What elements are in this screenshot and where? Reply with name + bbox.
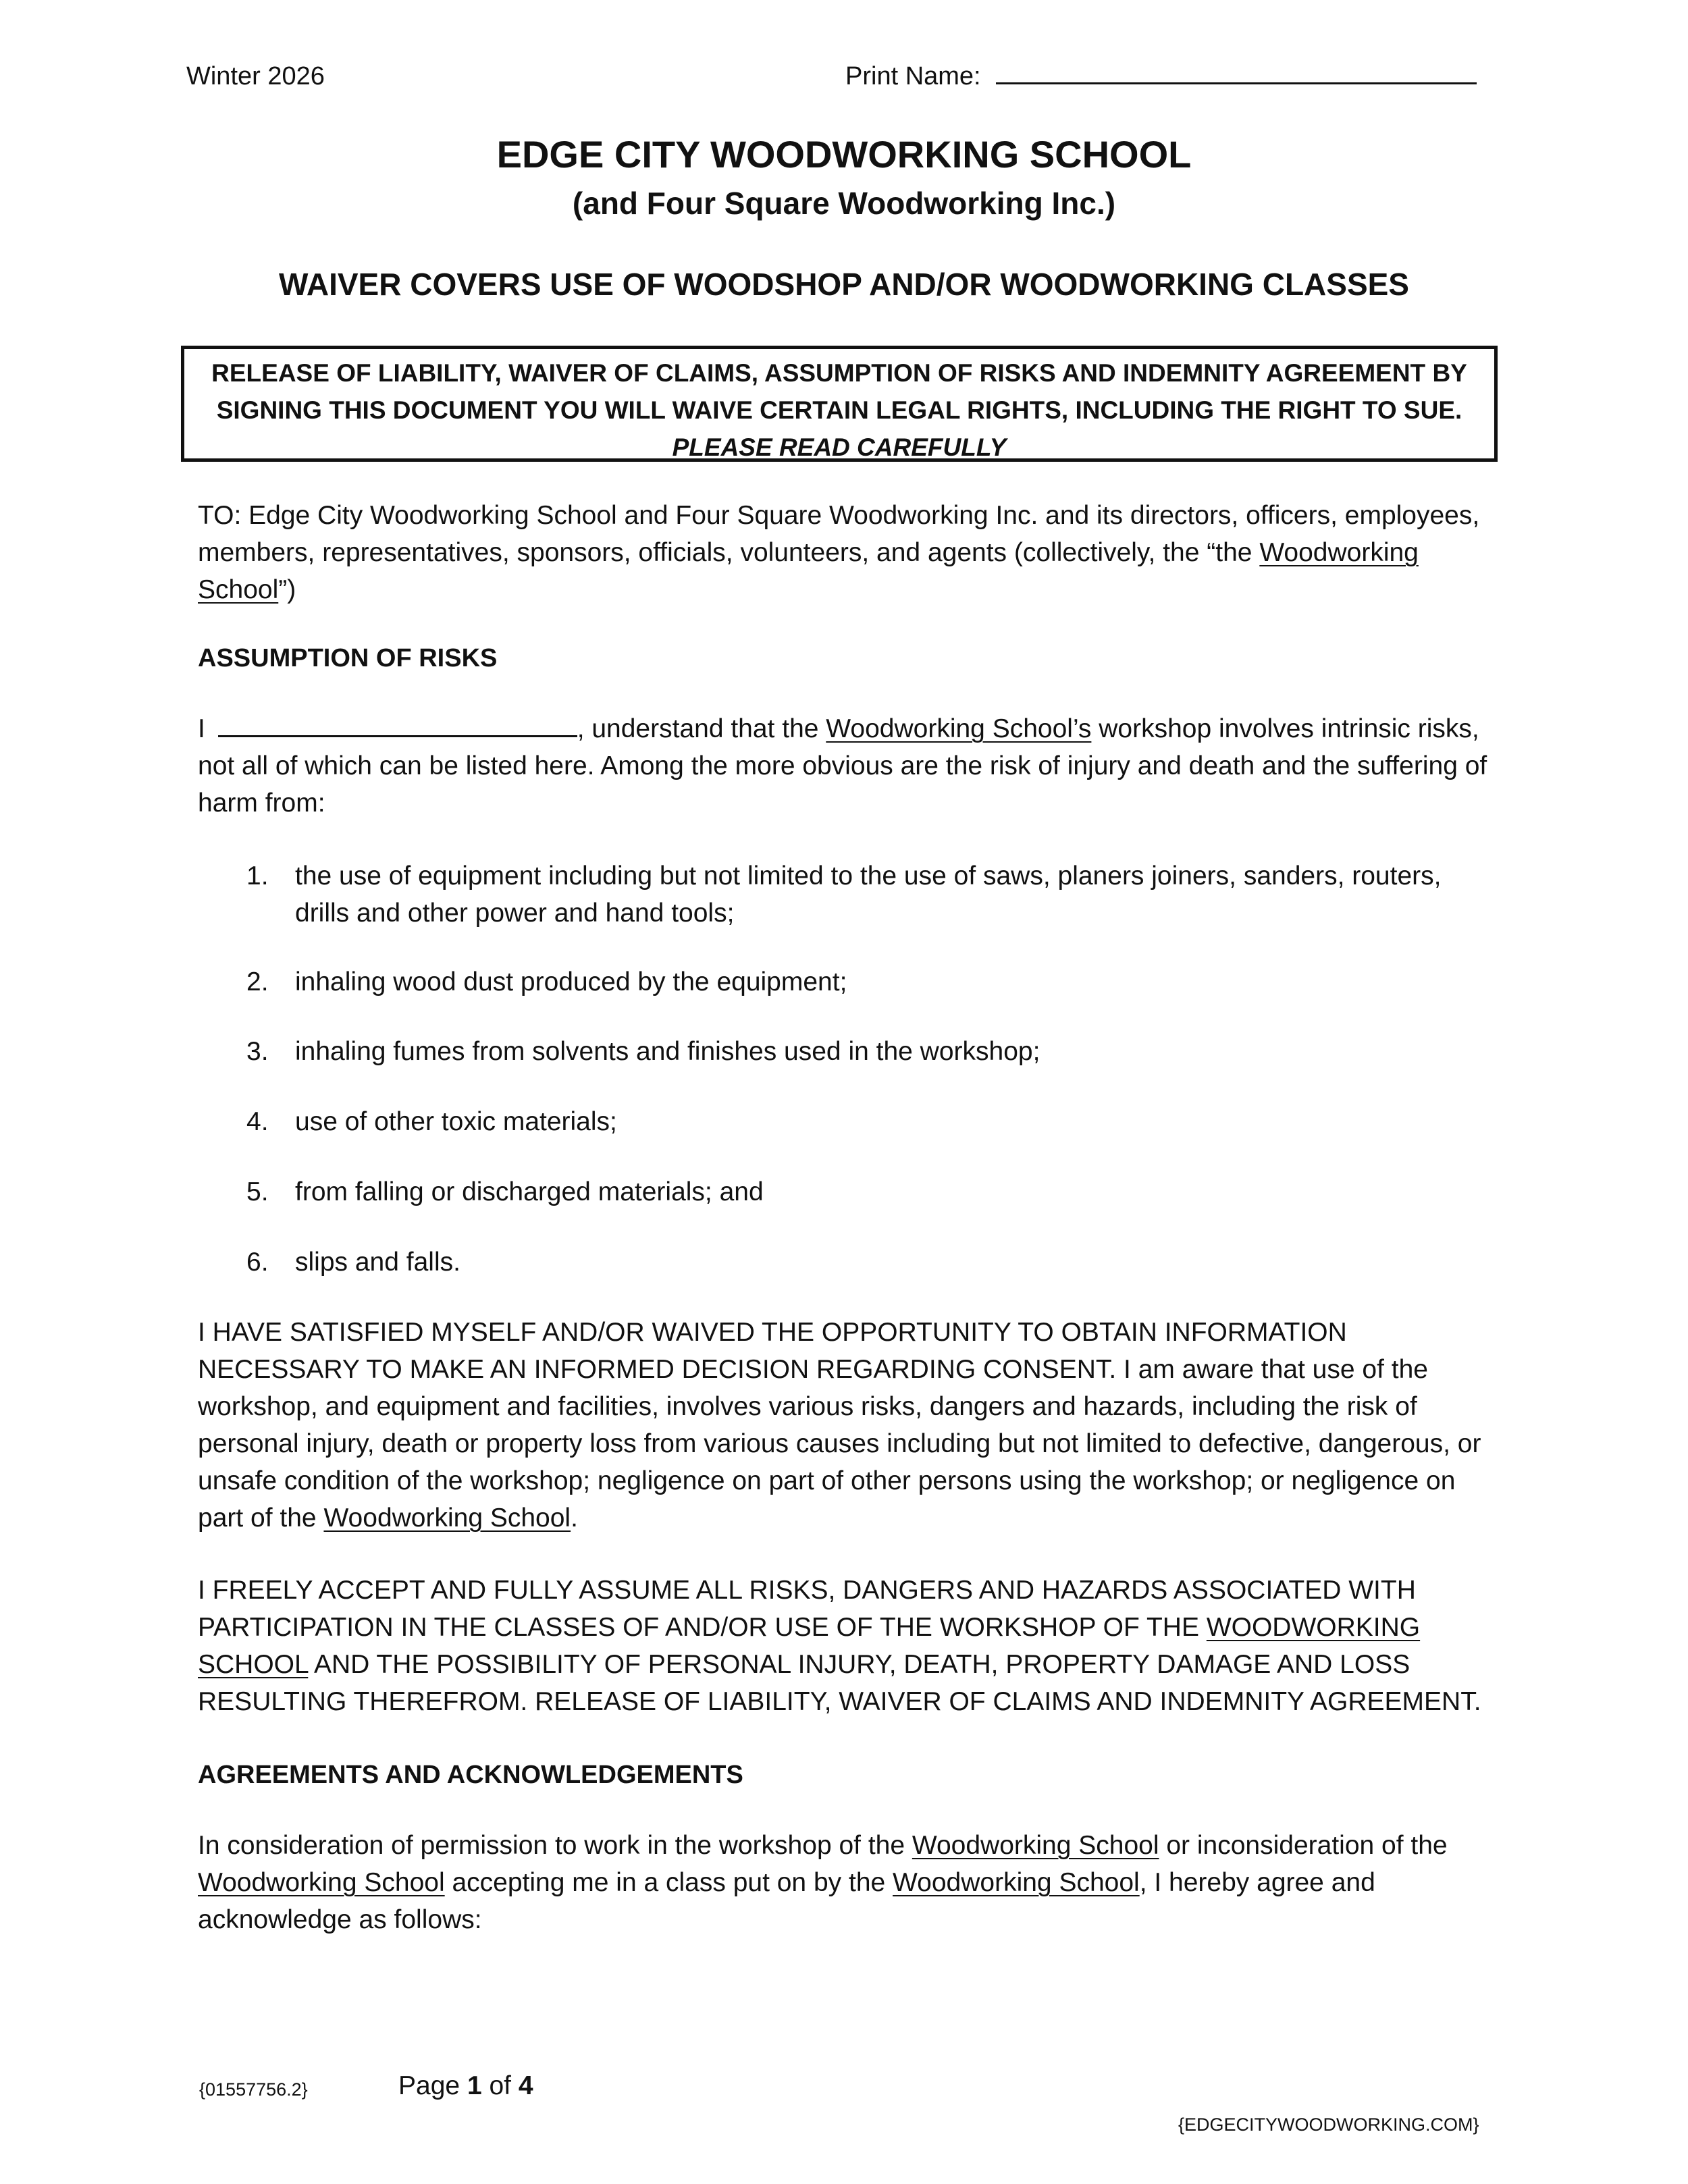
- to-tail: ”): [278, 575, 296, 604]
- intro-a: , understand that the: [577, 714, 826, 743]
- accept-paragraph: I FREELY ACCEPT AND FULLY ASSUME ALL RISKS, DANGERS AND HAZARDS ASSOCIATED WITH PARTICIPATION IN THE CLASSES OF AND/OR USE OF THE WORKSHOP OF THE WOODWORKING SCHOOL AND THE POSSIBILITY OF PERSONAL INJURY, DEATH, PROPERTY DAMAGE AND LOSS RESULTING THEREFROM. RELEASE OF LIABILITY, WAIVER OF CLAIMS AND INDEMNITY AGREEMENT.: [198, 1576, 1481, 1716]
- list-item: 4. use of other toxic materials;: [246, 1107, 617, 1136]
- season-label: Winter 2026: [186, 62, 325, 90]
- list-item: 5. from falling or discharged materials; and: [246, 1177, 764, 1206]
- intro-b: workshop involves intrinsic risks, not all of which can be listed here. Among the more obvious are the risk of injury and death and the suffering of harm from:: [198, 714, 1487, 818]
- participant-name-field[interactable]: [218, 735, 577, 737]
- notice-line-3: PLEASE READ CAREFULLY: [672, 433, 1007, 461]
- company-subtitle: (and Four Square Woodworking Inc.): [572, 186, 1116, 221]
- intro-underlined: Woodworking School’s: [826, 714, 1092, 743]
- notice-line-2: SIGNING THIS DOCUMENT YOU WILL WAIVE CERTAIN LEGAL RIGHTS, INCLUDING THE RIGHT TO SUE.: [216, 396, 1462, 424]
- satisfied-paragraph: I HAVE SATISFIED MYSELF AND/OR WAIVED THE OPPORTUNITY TO OBTAIN INFORMATION NECESSARY TO MAKE AN INFORMED DECISION REGARDING CONSENT. I am aware that use of the workshop, and equipment and facilities, involves various risks, dangers and hazards, including the risk of personal injury, death or property loss from various causes including but not limited to defective, dangerous, or unsafe condition of the workshop; negligence on part of other persons using the workshop; or negligence on part of the Woodworking School.: [198, 1318, 1481, 1533]
- to-underlined: Woodworking School: [198, 538, 1419, 604]
- agreements-heading: AGREEMENTS AND ACKNOWLEDGEMENTS: [198, 1761, 743, 1789]
- intro-i: I: [198, 714, 205, 743]
- website-footer: {EDGECITYWOODWORKING.COM}: [1178, 2114, 1479, 2135]
- print-name-label: Print Name:: [845, 62, 981, 90]
- list-item: 3. inhaling fumes from solvents and finishes used in the workshop;: [246, 1037, 1040, 1066]
- assumption-intro: [198, 710, 1487, 822]
- assumption-heading: ASSUMPTION OF RISKS: [198, 644, 498, 672]
- school-title: EDGE CITY WOODWORKING SCHOOL: [496, 133, 1192, 176]
- page-indicator: Page 1 of 4: [398, 2071, 533, 2100]
- notice-line-1: RELEASE OF LIABILITY, WAIVER OF CLAIMS, ASSUMPTION OF RISKS AND INDEMNITY AGREEMENT BY: [211, 359, 1467, 387]
- print-name-field[interactable]: [996, 82, 1477, 84]
- print-name-row: [845, 62, 1477, 91]
- agreements-paragraph: In consideration of permission to work in the workshop of the Woodworking School or inconsideration of the Woodworking School accepting me in a class put on by the Woodworking School, I hereby agree and acknowledge as follows:: [198, 1831, 1448, 1934]
- release-notice-box: [181, 346, 1498, 462]
- to-paragraph: [198, 497, 1487, 608]
- waiver-title: WAIVER COVERS USE OF WOODSHOP AND/OR WOODWORKING CLASSES: [279, 267, 1409, 302]
- list-item: 1. the use of equipment including but not limited to the use of saws, planers joiners, sanders, routers, drills and other power and hand tools;: [246, 861, 1442, 928]
- to-text: TO: Edge City Woodworking School and Four Square Woodworking Inc. and its directors, officers, employees, members, representatives, sponsors, officials, volunteers, and agents (collectively, the “the: [198, 501, 1480, 567]
- list-item: 2. inhaling wood dust produced by the equipment;: [246, 967, 847, 996]
- document-id: {01557756.2}: [199, 2079, 308, 2100]
- list-item: 6. slips and falls.: [246, 1248, 460, 1277]
